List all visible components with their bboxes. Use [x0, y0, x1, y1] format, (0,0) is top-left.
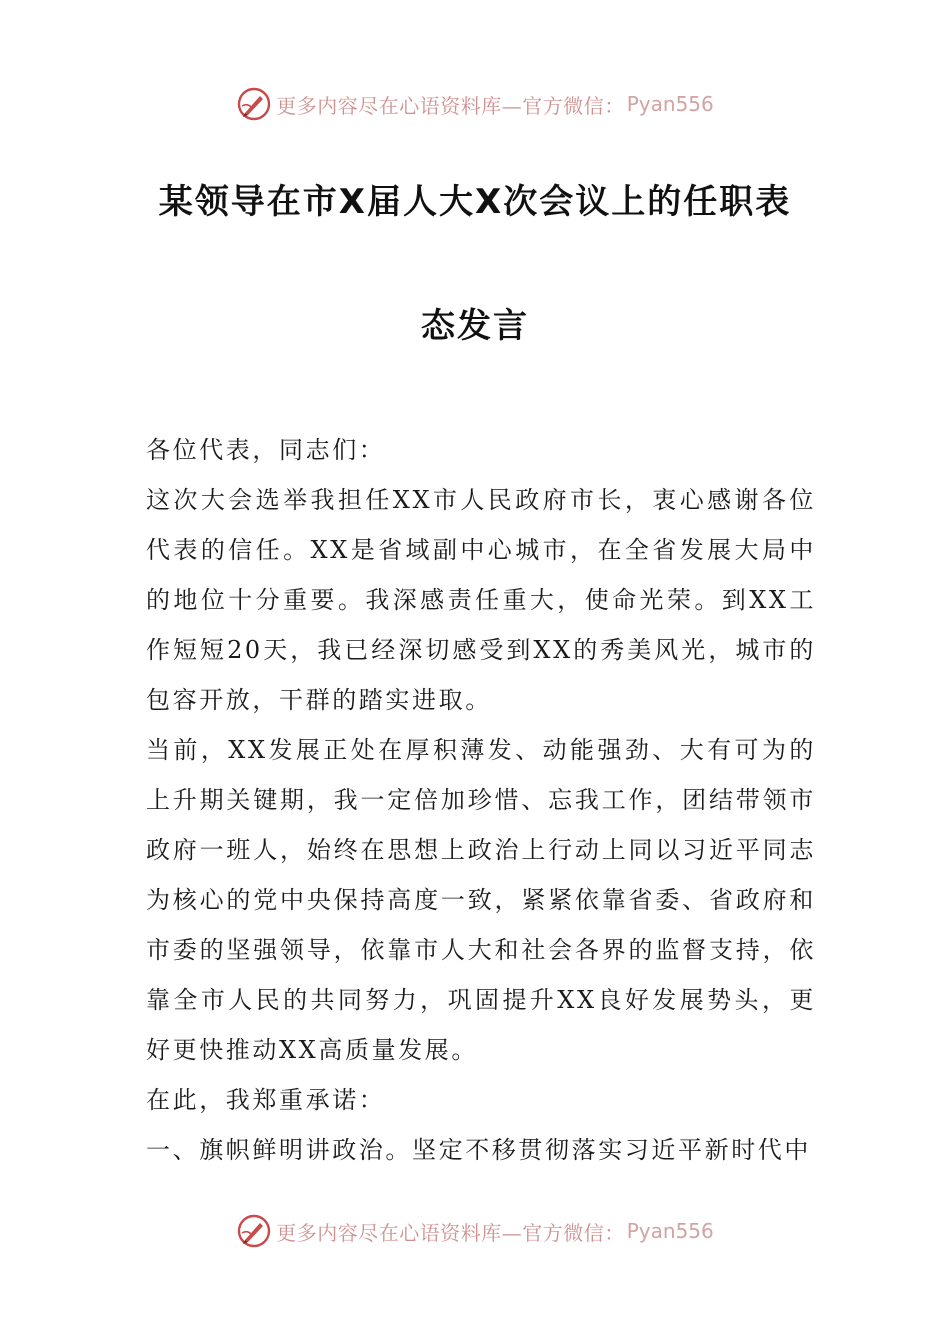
footer-watermark: [0, 1211, 950, 1251]
watermark-text: 更多内容尽在心语资料库—官方微信：: [276, 1220, 625, 1245]
paragraph: 这次大会选举我担任XX市人民政府市长，衷心感谢各位代表的信任。XX是省域副中心城市，在全省发展大局中的地位十分重要。我深感责任重大，使命光荣。到XX工作短短20天，我已经深切感受到XX的秀美风光，城市的包容开放，干群的踏实进取。: [146, 486, 816, 714]
header-watermark: [0, 84, 950, 124]
pen-logo-icon: [236, 86, 272, 122]
watermark-wechat-id: Pyan556: [626, 1219, 714, 1243]
paragraph: 当前，XX发展正处在厚积薄发、动能强劲、大有可为的上升期关键期，我一定倍加珍惜、忘我工作，团结带领市政府一班人，始终在思想上政治上行动上同以习近平同志为核心的党中央保持高度一致，紧紧依靠省委、省政府和市委的坚强领导，依靠市人大和社会各界的监督支持，依靠全市人民的共同努力，巩固提升XX良好发展势头，更好更快推动XX高质量发展。: [146, 736, 816, 1064]
pen-logo-icon: [236, 1213, 272, 1249]
document-body: [146, 425, 816, 1175]
document-title-line-1: 某领导在市X届人大X次会议上的任职表: [158, 182, 792, 222]
paragraph: 一、旗帜鲜明讲政治。坚定不移贯彻落实习近平新时代中: [146, 1136, 811, 1164]
watermark-text: 更多内容尽在心语资料库—官方微信：: [276, 93, 625, 118]
document-title-line-2: 态发言: [421, 306, 529, 346]
paragraph: 在此，我郑重承诺：: [146, 1086, 386, 1114]
watermark-wechat-id: Pyan556: [626, 92, 714, 116]
paragraph-greeting: 各位代表，同志们：: [146, 436, 386, 464]
